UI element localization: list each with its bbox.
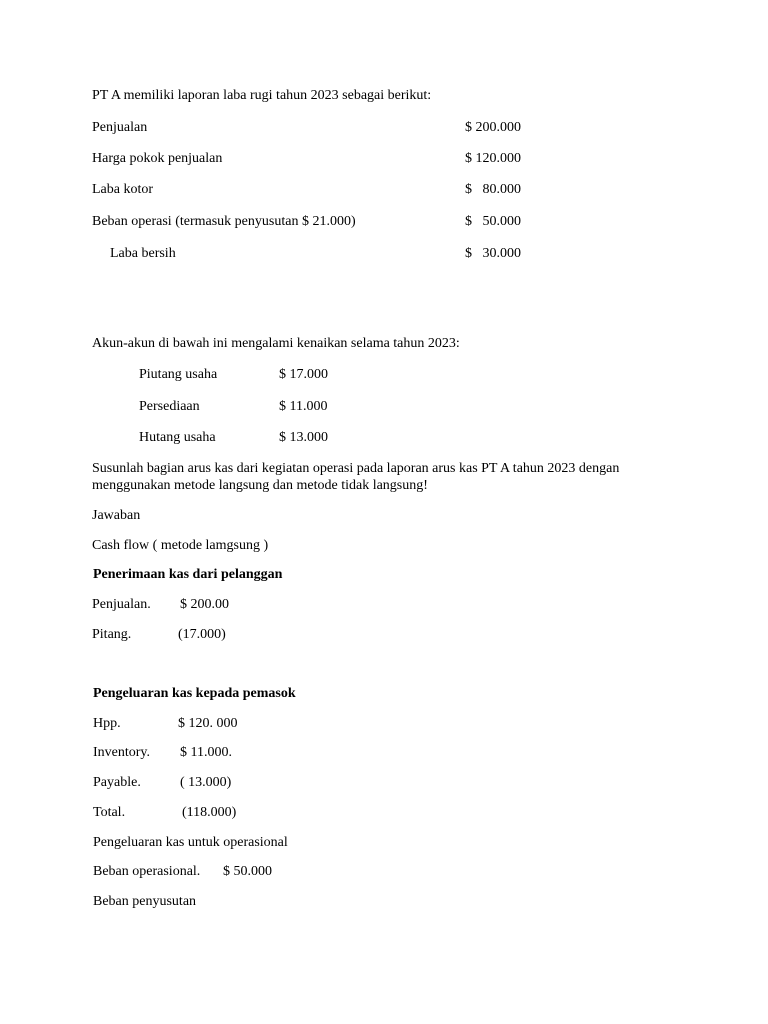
income-amount-gross-profit: $ 80.000 (465, 182, 521, 197)
income-label-sales: Penjualan (92, 120, 148, 135)
payments-row-label: Total. (93, 805, 126, 820)
answer-label: Jawaban (92, 508, 141, 523)
instruction-line-2: menggunakan metode langsung dan metode tidak langsung! (92, 478, 428, 493)
account-amount-receivables: $ 17.000 (279, 367, 328, 382)
account-amount-payables: $ 13.000 (279, 430, 328, 445)
payments-row-label: Inventory. (93, 745, 151, 760)
intro-text: PT A memiliki laporan laba rugi tahun 2023 sebagai berikut: (92, 88, 432, 103)
account-label-receivables: Piutang usaha (139, 367, 218, 382)
payments-row-label: Payable. (93, 775, 141, 790)
account-amount-inventory: $ 11.000 (279, 399, 328, 414)
receipts-heading: Penerimaan kas dari pelanggan (93, 567, 283, 582)
payments-row-amount: $ 11.000. (180, 745, 232, 760)
instruction-line-1: Susunlah bagian arus kas dari kegiatan operasi pada laporan arus kas PT A tahun 2023 dengan (92, 461, 620, 476)
receipts-row-amount: $ 200.00 (180, 597, 229, 612)
payments-row-label: Hpp. (93, 716, 121, 731)
income-amount-cogs: $ 120.000 (465, 151, 521, 166)
receipts-row-label: Pitang. (92, 627, 132, 642)
operational-last-line: Beban penyusutan (93, 894, 197, 909)
receipts-row-label: Penjualan. (92, 597, 151, 612)
account-label-payables: Hutang usaha (139, 430, 216, 445)
account-label-inventory: Persediaan (139, 399, 200, 414)
income-label-net-income: Laba bersih (110, 246, 176, 261)
income-amount-sales: $ 200.000 (465, 120, 521, 135)
income-label-operating-expense: Beban operasi (termasuk penyusutan $ 21.000) (92, 214, 356, 229)
payments-row-amount: ( 13.000) (180, 775, 232, 790)
income-label-gross-profit: Laba kotor (92, 182, 154, 197)
accounts-intro-text: Akun-akun di bawah ini mengalami kenaikan selama tahun 2023: (92, 336, 460, 351)
operational-row-amount: $ 50.000 (223, 864, 272, 879)
income-amount-operating-expense: $ 50.000 (465, 214, 521, 229)
method-label: Cash flow ( metode lamgsung ) (92, 538, 269, 553)
payments-heading: Pengeluaran kas kepada pemasok (93, 686, 296, 701)
operational-row-label: Beban operasional. (93, 864, 201, 879)
operational-heading: Pengeluaran kas untuk operasional (93, 835, 288, 850)
income-amount-net-income: $ 30.000 (465, 246, 521, 261)
payments-row-amount: (118.000) (182, 805, 237, 820)
income-label-cogs: Harga pokok penjualan (92, 151, 223, 166)
receipts-row-amount: (17.000) (178, 627, 226, 642)
payments-row-amount: $ 120. 000 (178, 716, 238, 731)
